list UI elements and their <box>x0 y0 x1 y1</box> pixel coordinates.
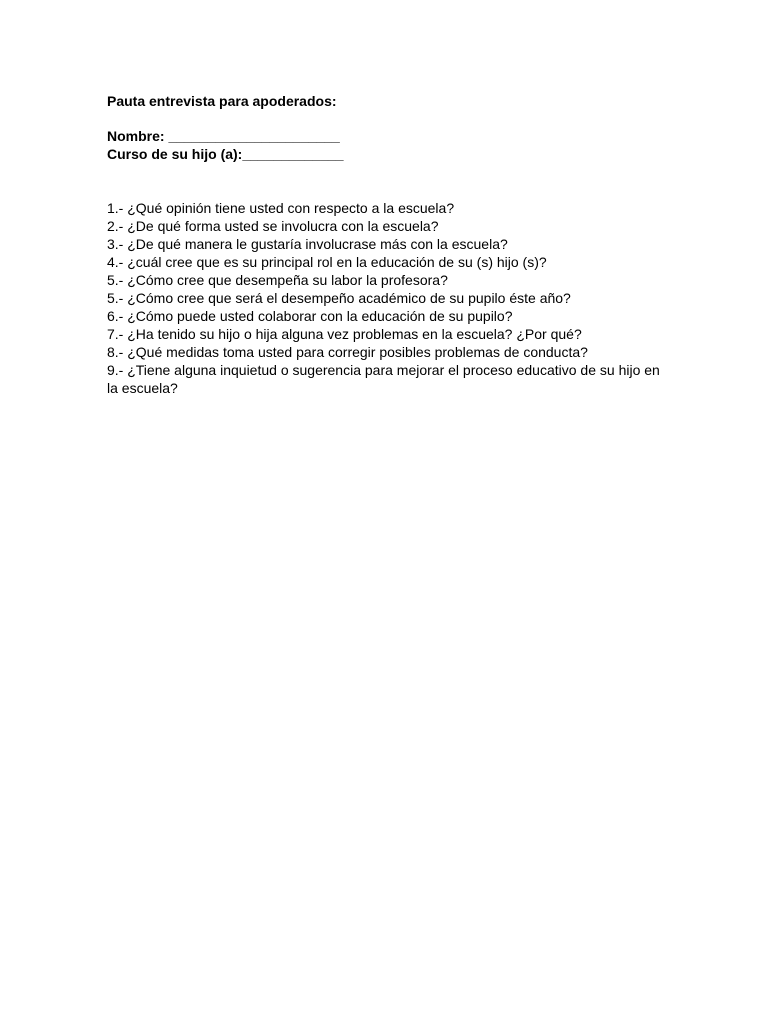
name-field: Nombre: ______________________ <box>107 128 340 144</box>
question-item: 3.- ¿De qué manera le gustaría involucrase más con la escuela? <box>107 236 508 252</box>
question-item: 1.- ¿Qué opinión tiene usted con respecto a la escuela? <box>107 200 455 216</box>
question-item: 2.- ¿De qué forma usted se involucra con la escuela? <box>107 218 439 234</box>
question-list <box>107 199 667 397</box>
document-content <box>107 92 667 397</box>
document-title: Pauta entrevista para apoderados: <box>107 93 337 109</box>
question-item: 6.- ¿Cómo puede usted colaborar con la educación de su pupilo? <box>107 308 513 324</box>
question-item: 5.- ¿Cómo cree que será el desempeño académico de su pupilo éste año? <box>107 290 571 306</box>
form-fields <box>107 127 667 163</box>
question-item: 9.- ¿Tiene alguna inquietud o sugerencia para mejorar el proceso educativo de su hijo en la escuela? <box>107 362 660 396</box>
question-item: 5.- ¿Cómo cree que desempeña su labor la profesora? <box>107 272 448 288</box>
question-item: 4.- ¿cuál cree que es su principal rol en la educación de su (s) hijo (s)? <box>107 254 547 270</box>
question-item: 8.- ¿Qué medidas toma usted para corregir posibles problemas de conducta? <box>107 344 588 360</box>
child-course-field: Curso de su hijo (a):_____________ <box>107 146 344 162</box>
question-item: 7.- ¿Ha tenido su hijo o hija alguna vez problemas en la escuela? ¿Por qué? <box>107 326 582 342</box>
